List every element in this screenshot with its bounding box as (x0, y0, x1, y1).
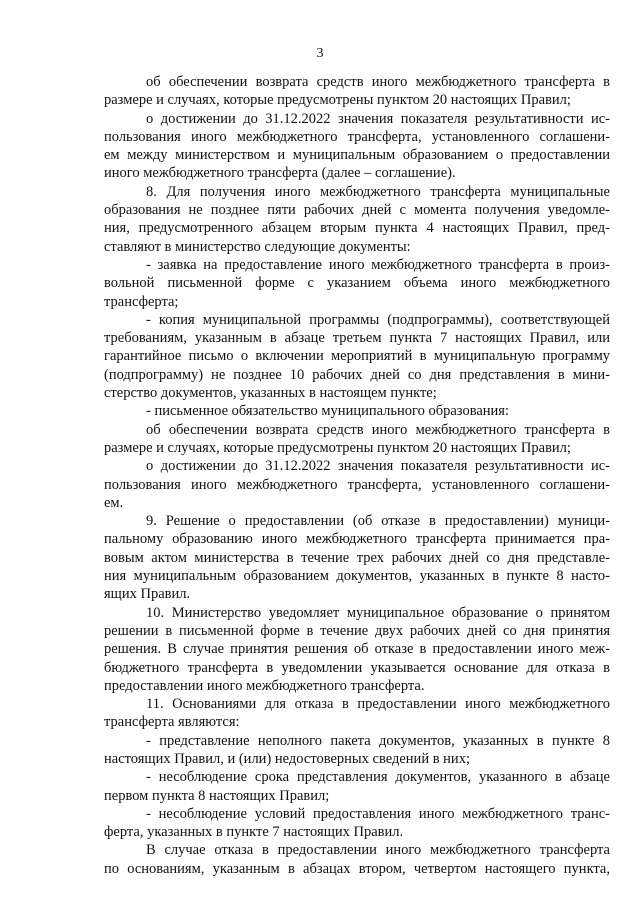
text-line: о достижении до 31.12.2022 значения показателя результативности ис- (146, 110, 610, 127)
text-line: стерство документов, указанных в настоящем пункте; (104, 385, 437, 402)
text-line: трансферта; (104, 293, 179, 310)
text-line: иного межбюджетного трансферта (далее – соглашение). (104, 165, 456, 182)
text-line: по основаниям, указанным в абзацах втором, четвертом настоящего пункта, (104, 860, 610, 877)
document-body (104, 73, 610, 878)
text-line: трансферта являются: (104, 714, 240, 731)
text-line: требованиям, указанным в абзаце третьем пункта 7 настоящих Правил, или (104, 330, 610, 347)
text-line: размере и случаях, которые предусмотрены пунктом 20 настоящих Правил; (104, 439, 571, 456)
text-line: В случае отказа в предоставлении иного межбюджетного трансферта (146, 842, 610, 859)
text-line: - представление неполного пакета документов, указанных в пункте 8 (146, 732, 610, 749)
text-line: пользования иного межбюджетного трансферта, установленного соглашени- (104, 476, 610, 493)
text-line: о достижении до 31.12.2022 значения показателя результативности ис- (146, 458, 610, 475)
text-line: 9. Решение о предоставлении (об отказе в предоставлении) муници- (146, 513, 610, 530)
text-line: ферта, указанных в пункте 7 настоящих Правил. (104, 824, 404, 841)
text-line: об обеспечении возврата средств иного межбюджетного трансферта в (146, 421, 610, 438)
text-line: 8. Для получения иного межбюджетного трансферта муниципальные (146, 183, 610, 200)
text-line: бюджетного трансферта в уведомлении указывается основание для отказа в (104, 659, 610, 676)
text-line: пользования иного межбюджетного трансферта, установленного соглашени- (104, 128, 610, 145)
text-line: ем. (104, 494, 124, 511)
text-line: (подпрограмму) не позднее 10 рабочих дней со дня представления в мини- (104, 366, 610, 383)
text-line: гарантийное письмо о включении мероприятий в муниципальную программу (104, 348, 610, 365)
text-line: первом пункта 8 настоящих Правил; (104, 787, 330, 804)
text-line: пальному образованию иного межбюджетного трансферта принимается пра- (104, 531, 610, 548)
text-line: вовым актом министерства в течение трех рабочих дней со дня представле- (104, 549, 610, 566)
text-line: об обеспечении возврата средств иного межбюджетного трансферта в (146, 74, 610, 90)
text-line: - несоблюдение срока представления документов, указанного в абзаце (146, 769, 610, 786)
text-line: - копия муниципальной программы (подпрограммы), соответствующей (146, 311, 610, 328)
text-line: - заявка на предоставление иного межбюджетного трансферта в произ- (146, 256, 610, 273)
text-line: ящих Правил. (104, 586, 191, 603)
text-line: 11. Основаниями для отказа в предоставлении иного межбюджетного (146, 696, 610, 713)
text-line: - несоблюдение условий предоставления иного межбюджетного транс- (146, 805, 610, 822)
text-line: ния муниципальным образованием документов, указанных в пункте 8 насто- (104, 568, 610, 585)
text-line: предоставлении иного межбюджетного трансферта. (104, 677, 425, 694)
text-line: решения. В случае принятия решения об отказе в предоставлении иного меж- (104, 641, 610, 658)
text-line: ставляют в министерство следующие документы: (104, 238, 411, 255)
text-line: вольной письменной форме с указанием объема иного межбюджетного (104, 275, 610, 292)
text-line: образования не позднее пяти рабочих дней с момента получения уведомле- (104, 202, 610, 219)
text-line: ем между министерством и муниципальным образованием о предоставлении (104, 147, 610, 164)
text-line: настоящих Правил, и (или) недостоверных сведений в них; (104, 750, 470, 767)
text-line: - письменное обязательство муниципального образования: (146, 403, 510, 420)
text-line: 10. Министерство уведомляет муниципальное образование о принятом (146, 604, 610, 621)
text-line: размере и случаях, которые предусмотрены пунктом 20 настоящих Правил; (104, 92, 571, 109)
text-line: ния, предусмотренного абзацем вторым пункта 4 настоящих Правил, пред- (104, 220, 610, 237)
page-number: 3 (316, 46, 324, 61)
text-line: решении в письменной форме в течение двух рабочих дней со дня принятия (104, 622, 610, 639)
